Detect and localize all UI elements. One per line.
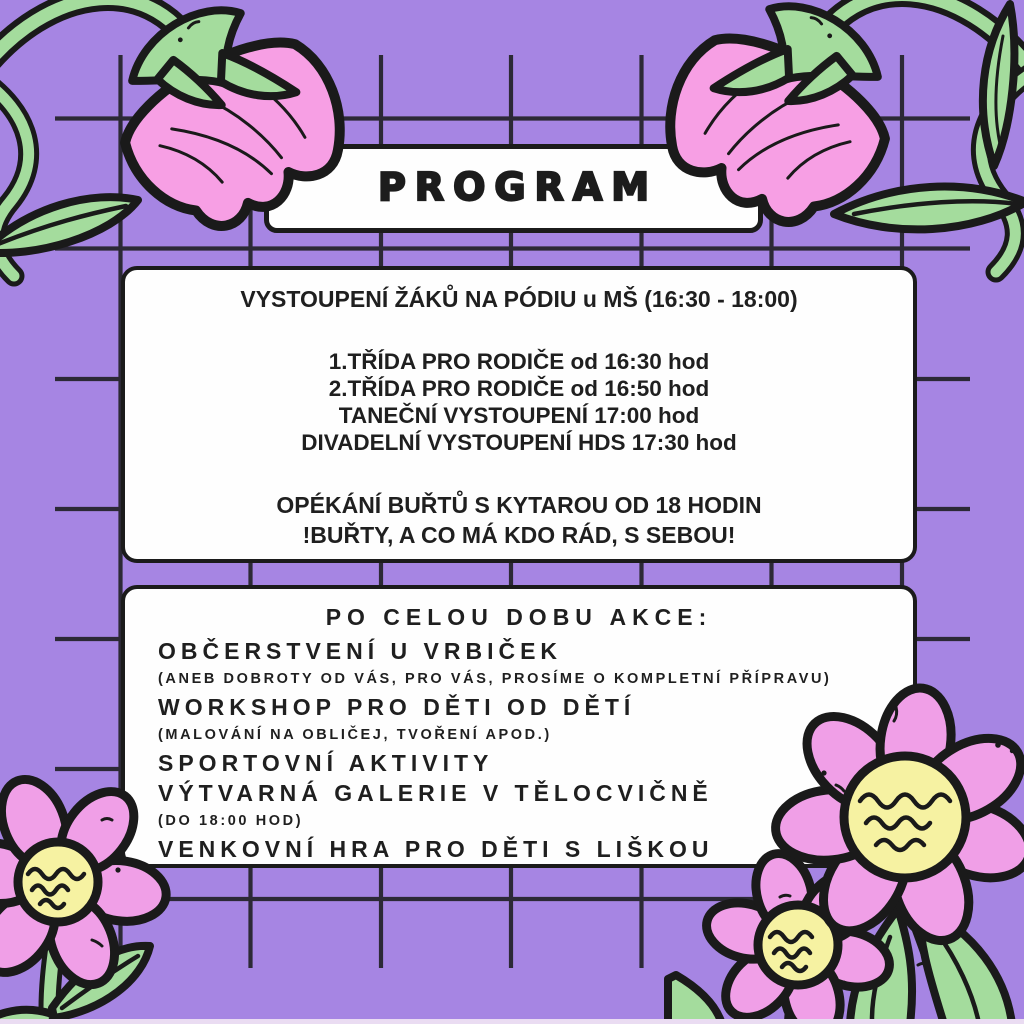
stage-heading: VYSTOUPENÍ ŽÁKŮ NA PÓDIU u MŠ (16:30 - 18:00) [240, 286, 798, 312]
stage-schedule [125, 348, 913, 456]
all-day-item-4: VÝTVARNÁ GALERIE V TĚLOCVIČNĚ [158, 780, 713, 806]
stage-footer [125, 490, 913, 550]
schedule-line-2: 2.TŘÍDA PRO RODIČE od 16:50 hod [328, 376, 710, 401]
schedule-line-1: 1.TŘÍDA PRO RODIČE od 16:30 hod [328, 349, 710, 374]
tulip-top-left-illustration [0, 0, 358, 290]
all-day-note-4: (DO 18:00 HOD) [158, 813, 304, 829]
bottom-edge-strip [0, 1019, 1024, 1024]
schedule-line-4: DIVADELNÍ VYSTOUPENÍ HDS 17:30 hod [301, 430, 737, 455]
all-day-item-3: SPORTOVNÍ AKTIVITY [158, 750, 494, 776]
daisy-cluster-bottom-right-illustration [668, 645, 1024, 1024]
daisy-bottom-left-illustration [0, 782, 192, 1024]
poster-title: PROGRAM [377, 165, 659, 209]
schedule-line-3: TANEČNÍ VYSTOUPENÍ 17:00 hod [338, 403, 700, 428]
tulip-top-right-illustration [622, 0, 1022, 286]
stage-program-box [121, 266, 917, 563]
all-day-heading: PO CELOU DOBU AKCE: [325, 604, 713, 630]
all-day-note-2: (MALOVÁNÍ NA OBLIČEJ, TVOŘENÍ APOD.) [158, 727, 552, 743]
all-day-note-1: (ANEB DOBROTY OD VÁS, PRO VÁS, PROSÍME O KOMPLETNÍ PŘÍPRAVU) [158, 671, 832, 687]
all-day-item-2: WORKSHOP PRO DĚTI OD DĚTÍ [158, 694, 636, 720]
all-day-item-5: VENKOVNÍ HRA PRO DĚTI S LIŠKOU [158, 836, 714, 862]
footer-line-1: OPÉKÁNÍ BUŘTŮ S KYTAROU OD 18 HODIN [276, 492, 762, 518]
all-day-item-1: OBČERSTVENÍ U VRBIČEK [158, 638, 563, 664]
footer-line-2: !BUŘTY, A CO MÁ KDO RÁD, S SEBOU! [302, 522, 736, 548]
